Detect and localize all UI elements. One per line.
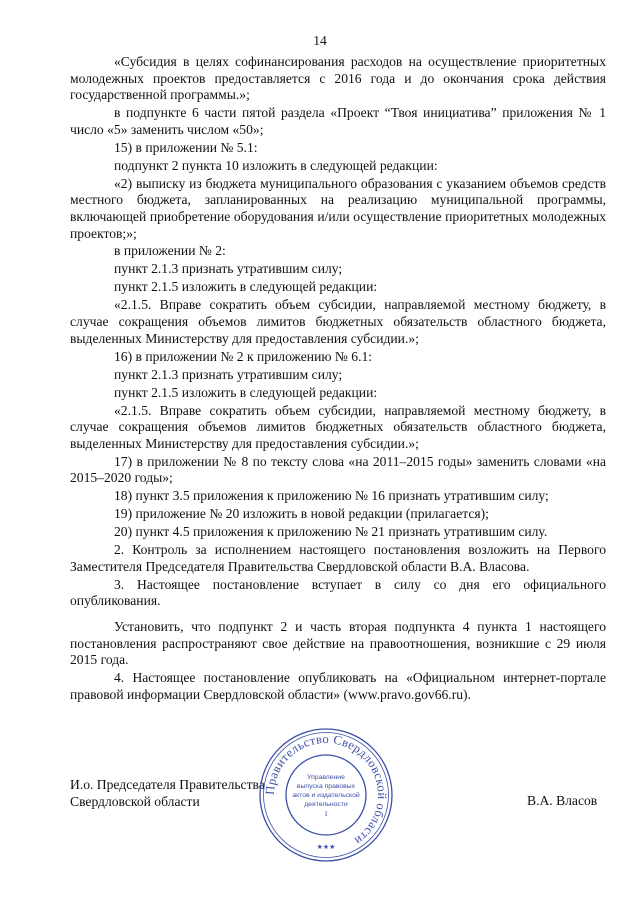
paragraph: Установить, что подпункт 2 и часть вторая подпункта 4 пункта 1 настоящего постановления распространяют свое действие на правоотношения, возникшие с 29 июля 2015 года. — [70, 619, 606, 668]
paragraph: 3. Настоящее постановление вступает в силу со дня его официального опубликования. — [70, 576, 606, 609]
seal-stars: ★★★ — [316, 843, 336, 851]
seal-center-line: Управление — [307, 774, 345, 781]
paragraph: пункт 2.1.3 признать утратившим силу; — [114, 366, 343, 382]
paragraph: подпункт 2 пункта 10 изложить в следующей редакции: — [114, 157, 438, 173]
paragraph: 16) в приложении № 2 к приложению № 6.1: — [114, 348, 373, 364]
paragraph: в приложении № 2: — [114, 243, 226, 259]
paragraph: 18) пункт 3.5 приложения к приложению № 16 признать утратившим силу; — [114, 488, 549, 504]
paragraph: «2) выписку из бюджета муниципального образования с указанием объемов средств местного бюджета, запланированных на реализацию муниципальной программы, включающей приобретение оборудования и/или осуществление приоритетных молодежных проектов;»; — [70, 175, 606, 241]
document-body — [70, 54, 606, 705]
paragraph: «2.1.5. Вправе сократить объем субсидии, направляемой местному бюджету, в случае сокращения объемов лимитов бюджетных обязательств областного бюджета, выделенных Министерству для предоставления субсидии.»; — [70, 402, 606, 451]
paragraph: в подпункте 6 части пятой раздела «Проект “Твоя инициатива” приложения № 1 число «5» заменить числом «50»; — [70, 105, 606, 137]
paragraph: пункт 2.1.5 изложить в следующей редакции: — [114, 384, 378, 400]
paragraph: 15) в приложении № 5.1: — [114, 139, 258, 155]
paragraph: пункт 2.1.5 изложить в следующей редакции: — [114, 279, 378, 295]
paragraph: 19) приложение № 20 изложить в новой редакции (прилагается); — [114, 506, 489, 522]
seal-center-line: актов и издательской — [292, 792, 360, 799]
page-number: 14 — [313, 33, 327, 48]
seal-ring-text: Правительство Свердловской области — [262, 731, 390, 849]
signatory-position-line: И.о. Председателя Правительства — [70, 777, 265, 792]
seal-number: 1 — [324, 809, 328, 818]
paragraph: «Субсидия в целях софинансирования расходов на осуществление приоритетных молодежных проектов предоставляется с 2016 года и до окончания срока действия государственной программы.»; — [70, 54, 606, 103]
seal-center-line: выпуска правовых — [296, 783, 356, 790]
official-seal — [258, 727, 394, 863]
paragraph: пункт 2.1.3 признать утратившим силу; — [114, 261, 343, 277]
signatory-position — [70, 776, 265, 810]
paragraph: 20) пункт 4.5 приложения к приложению № 21 признать утратившим силу. — [114, 524, 548, 540]
paragraph: «2.1.5. Вправе сократить объем субсидии, направляемой местному бюджету, в случае сокращения объемов лимитов бюджетных обязательств областного бюджета, выделенных Министерству для предоставления субсидии.»; — [70, 297, 606, 346]
paragraph: 4. Настоящее постановление опубликовать на «Официальном интернет-портале правовой информации Свердловской области» (www.pravo.gov66.ru). — [70, 670, 606, 702]
paragraph: 2. Контроль за исполнением настоящего постановления возложить на Первого Заместителя Председателя Правительства Свердловской области В.А. Власова. — [70, 542, 606, 574]
signatory-name: В.А. Власов — [527, 793, 598, 808]
paragraph: 17) в приложении № 8 по тексту слова «на 2011–2015 годы» заменить словами «на 2015–2020 годы»; — [70, 453, 606, 486]
signatory-position-line: Свердловской области — [70, 794, 200, 809]
seal-center-line: деятельности — [304, 801, 348, 808]
